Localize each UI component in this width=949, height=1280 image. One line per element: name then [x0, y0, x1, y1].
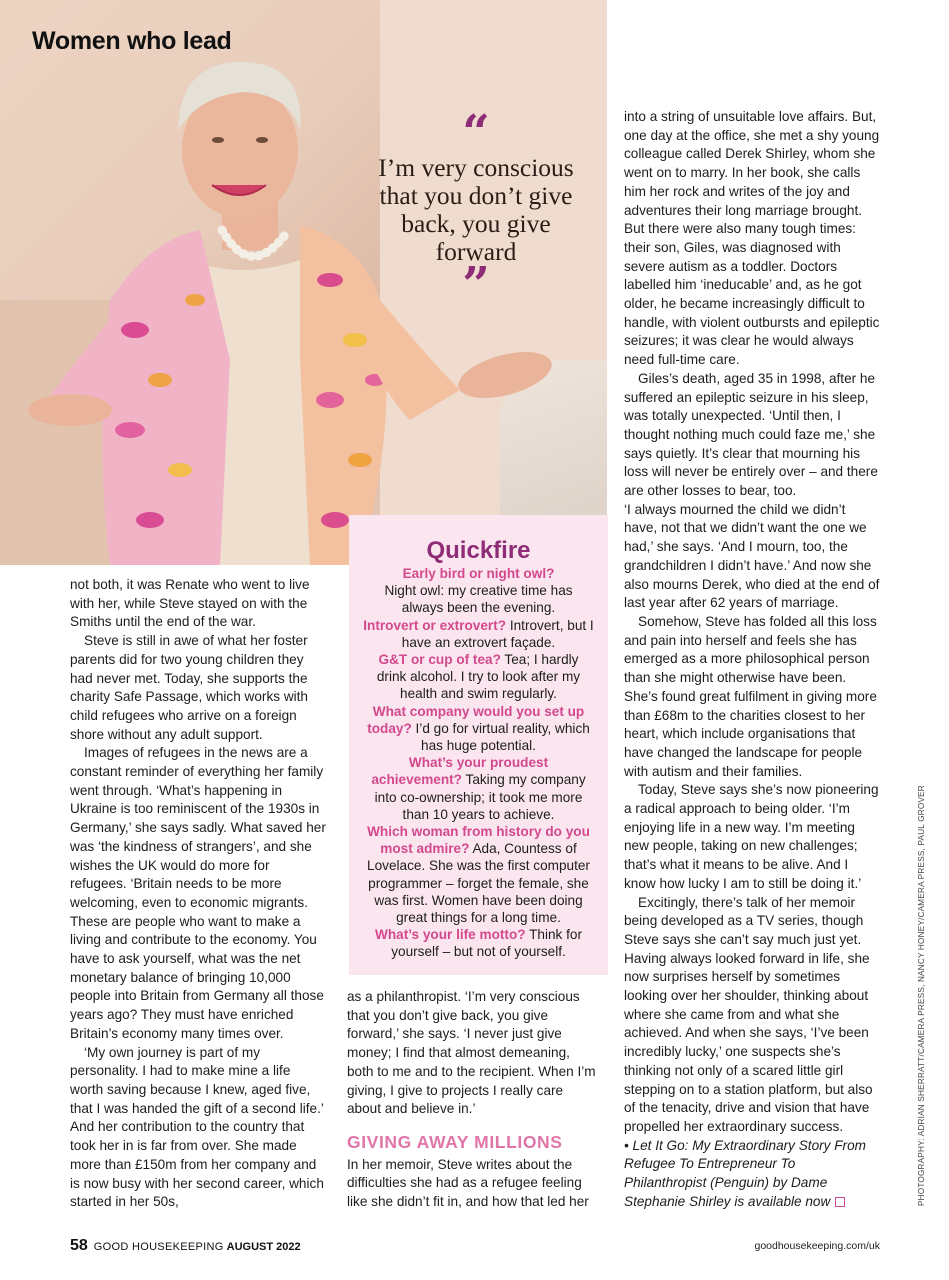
- paragraph: into a string of unsuitable love affairs. But, one day at the office, she met a shy young colleague called Derek Shirley, whom she went on to marry. In her book, she calls him her rock and writes of the joy and adventures their long marriage brought. But there were also many tough times: their son, Giles, was diagnosed with severe autism as a toddler. Doctors labelled him ‘ineducable’ and, as he got older, he became increasingly difficult to handle, with violent outbursts and epileptic seizures; it was clear he would always need full-time care.: [624, 109, 880, 368]
- book-note-text: • Let It Go: My Extraordinary Story From Refugee To Entrepreneur To Philanthropist (Penguin) by Dame Stephanie Shirley is available now: [624, 1137, 866, 1209]
- quickfire-item: [363, 703, 594, 755]
- quickfire-answer: Night owl: my creative time has always been the evening.: [384, 583, 573, 616]
- paragraph: Excitingly, there’s talk of her memoir being developed as a TV series, though Steve says she can’t say much just yet. Having always looked forward in life, she now surprises herself by sometimes looking over her shoulder, thinking about where she came from and what she achieved. And when she says, ‘I’ve been incredibly lucky,’ one suspects she’s thinking not only of a scared little girl stepping on to a station platform, but also of the tenacity, drive and vision that have propelled her extraordinary success.: [624, 894, 873, 1134]
- quickfire-question: What company would you set up today?: [367, 703, 585, 736]
- quickfire-box: [349, 515, 608, 975]
- photo-credit: PHOTOGRAPHY: ADRIAN SHERRATT/CAMERA PRESS, NANCY HONEY/CAMERA PRESS, PAUL GROVER: [917, 785, 926, 1206]
- subheading: GIVING AWAY MILLIONS: [347, 1131, 563, 1152]
- quickfire-answer: Tea; I hardly drink alcohol. I try to look after my health and swim regularly.: [376, 652, 581, 702]
- magazine-name: GOOD HOUSEKEEPING: [93, 1241, 224, 1253]
- quickfire-item: [363, 651, 594, 703]
- quickfire-question: Early bird or night owl?: [402, 566, 555, 581]
- quickfire-item: [363, 754, 594, 823]
- paragraph: as a philanthropist. ‘I’m very conscious that you don’t give back, you give forward,’ she says. ‘I never just give money; I find that almost demeaning, both to me and to the recipient. When I’m giving, I give to projects I really care about and believe in.’: [347, 989, 596, 1117]
- paragraph: Somehow, Steve has folded all this loss and pain into herself and feels she has emerged as a more philosophical person than she might otherwise have been. She’s found great fulfilment in giving more than £68m to the charities closest to her heart, which include organisations that have changed the landscape for people with autism and their families.: [624, 613, 877, 779]
- paragraph: Giles’s death, aged 35 in 1998, after he suffered an epileptic seizure in his sleep, was totally unexpected. ‘Until then, I thought nothing much could faze me,’ she says quietly. It’s clear that mourning his loss will never be entirely over – and there are other losses to bear, too.: [624, 370, 878, 499]
- paragraph: In her memoir, Steve writes about the difficulties she had as a refugee feeling like she didn’t fit in, and how that led her: [347, 1156, 589, 1210]
- quickfire-item: [363, 565, 594, 617]
- book-note: [624, 1137, 880, 1212]
- issue-date: AUGUST 2022: [226, 1241, 301, 1253]
- section-label: Women who lead: [32, 27, 232, 55]
- page-footer: [70, 1237, 301, 1255]
- pull-quote-text: I’m very conscious that you don’t give back, you give forward: [378, 153, 574, 266]
- article-column-1: [70, 576, 326, 1212]
- quickfire-item: [363, 617, 594, 651]
- end-mark-icon: [835, 1197, 845, 1207]
- quickfire-answer: Introvert, but I have an extrovert façade.: [401, 617, 594, 650]
- paragraph: ‘My own journey is part of my personality. I had to make mine a life worth saving because I knew, aged five, that I was handed the gift of a second life.’ And her contribution to the country that took her in is far from over. She made more than £150m from her company and is now busy with her second career, which started in her 50s,: [70, 1044, 324, 1210]
- website-link[interactable]: goodhousekeeping.com/uk: [754, 1240, 880, 1252]
- paragraph: ‘I always mourned the child we didn’t have, not that we didn’t want the one we had,’ she says. ‘And I mourn, too, the grandchildren I didn’t have.’ And now she also mourns Derek, who died at the end of last year after 62 years of marriage.: [624, 501, 880, 611]
- quickfire-question: Introvert or extrovert?: [363, 617, 507, 633]
- close-quote-mark: ”: [462, 257, 490, 313]
- quickfire-question: What’s your life motto?: [375, 927, 526, 943]
- article-column-3: [624, 108, 880, 1211]
- quickfire-answer: Taking my company into co-ownership; it took me more than 10 years to achieve.: [374, 772, 586, 822]
- page-number: 58: [70, 1237, 88, 1254]
- quickfire-question: What’s your proudest achievement?: [371, 755, 549, 788]
- quickfire-answer: Ada, Countess of Lovelace. She was the first computer programmer – forget the female, she was first. Women have been doing great things for a long time.: [367, 841, 590, 926]
- pull-quote: [370, 105, 582, 313]
- quickfire-answer: Think for yourself – but not of yourself.: [391, 927, 582, 960]
- open-quote-mark: “: [462, 105, 490, 161]
- paragraph: Today, Steve says she’s now pioneering a radical approach to being older. ‘I’m enjoying life in a new way. I’m meeting new people, taking on new challenges; that’s what it means to be alive. And I know how lucky I am to still be doing it.’: [624, 782, 879, 891]
- article-column-2: [347, 988, 599, 1212]
- quickfire-answer: I’d go for virtual reality, which has huge potential.: [415, 720, 590, 754]
- quickfire-item: [363, 823, 594, 926]
- paragraph: Images of refugees in the news are a constant reminder of everything her family went through. ‘What’s happening in Ukraine is too reminiscent of the 1930s in Germany,’ she says sadly. What saved her was ‘the kindness of strangers’, and she wishes the UK would do more for refugees. ‘Britain needs to be more welcoming, even to economic migrants. These are people who want to make a living and contribute to the economy. You have to ask yourself, what was the net monetary balance of bringing 10,000 people into Britain from Germany all those years ago? They must have enriched Britain’s economy many times over.: [70, 745, 326, 1041]
- paragraph: not both, it was Renate who went to live with her, while Steve stayed on with the Smiths until the end of the war.: [70, 577, 310, 630]
- quickfire-question: G&T or cup of tea?: [378, 652, 501, 668]
- quickfire-title: Quickfire: [426, 537, 531, 564]
- quickfire-list: [363, 565, 594, 961]
- quickfire-question: Which woman from history do you most admire?: [367, 824, 590, 857]
- quickfire-item: [363, 926, 594, 960]
- paragraph: Steve is still in awe of what her foster parents did for two young children they had never met. Today, she supports the charity Safe Passage, which works with child refugees who arrive on a foreign shore without any adult support.: [70, 633, 308, 742]
